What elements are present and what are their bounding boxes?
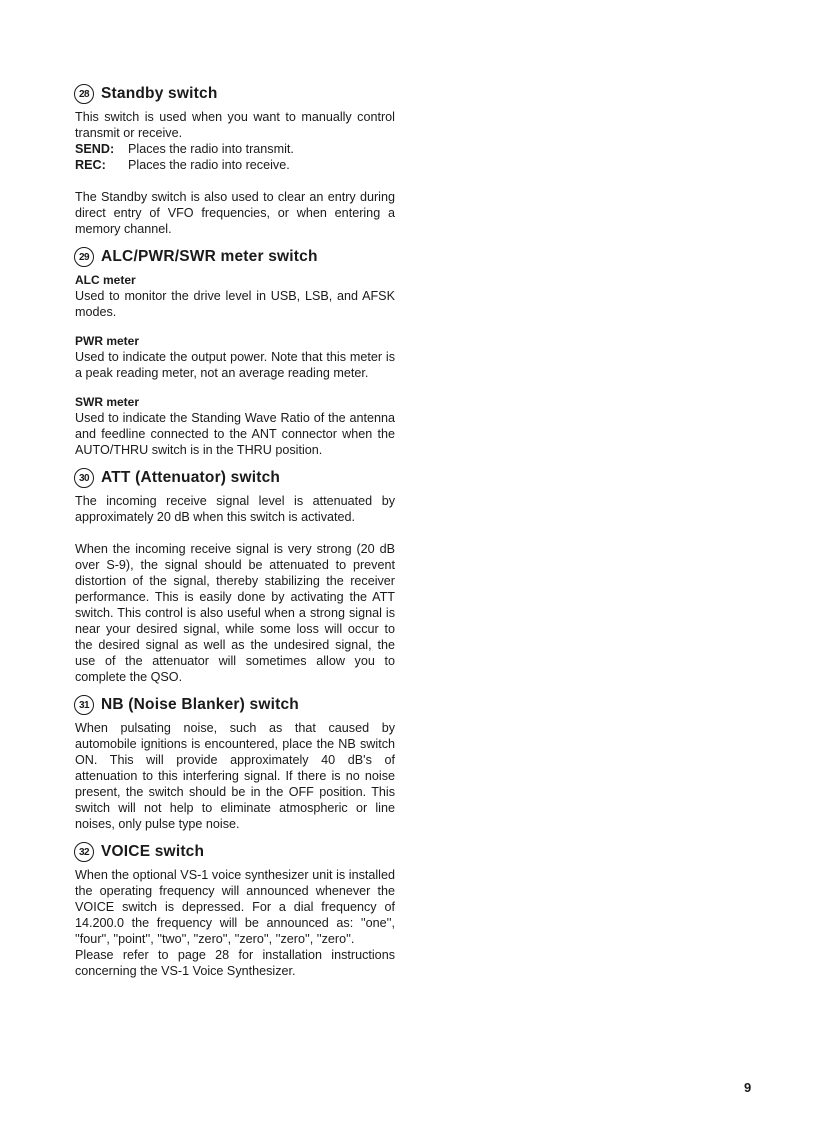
subsection-swr (75, 394, 395, 458)
paragraph: Used to indicate the Standing Wave Ratio of the antenna and feedline connected to the ANT connector when the AUTO/THRU switch is in the THRU position. (75, 411, 395, 457)
subsection-title: ALC meter (75, 273, 136, 287)
section-heading (74, 84, 395, 104)
paragraph: Please refer to page 28 for installation instructions concerning the VS-1 Voice Synthesizer. (75, 948, 395, 978)
paragraph: Used to monitor the drive level in USB, LSB, and AFSK modes. (75, 289, 395, 319)
section-number-badge: 28 (74, 84, 94, 104)
section-number-badge: 32 (74, 842, 94, 862)
subsection-title: SWR meter (75, 395, 140, 409)
section-heading (74, 247, 395, 267)
paragraph: When pulsating noise, such as that caused by automobile ignitions is encountered, place the NB switch ON. This will provide approximately 40 dB's of attenuation to this interfering signal. If there is no noise present, the switch should be in the OFF position. This switch will not help to eliminate atmospheric or line noises, only pulse type noise. (75, 721, 395, 831)
section-standby-switch (75, 84, 395, 237)
paragraph: The Standby switch is also used to clear an entry during direct entry of VFO frequencies, or when entering a memory channel. (75, 190, 395, 236)
definition-value: Places the radio into receive. (128, 158, 290, 172)
section-meter-switch (75, 247, 395, 458)
section-title: VOICE switch (101, 843, 205, 860)
definition-row (75, 141, 395, 157)
paragraph: This switch is used when you want to manually control transmit or receive. (75, 110, 395, 140)
section-number-badge: 30 (74, 468, 94, 488)
definition-key: SEND: (75, 142, 115, 156)
section-number-badge: 31 (74, 695, 94, 715)
subsection-title: PWR meter (75, 334, 140, 348)
paragraph: Used to indicate the output power. Note that this meter is a peak reading meter, not an average reading meter. (75, 350, 395, 380)
paragraph: The incoming receive signal level is attenuated by approximately 20 dB when this switch is activated. (75, 494, 395, 524)
definition-key: REC: (75, 158, 106, 172)
section-heading (74, 468, 395, 488)
section-voice-switch (75, 842, 395, 979)
main-column (75, 84, 395, 989)
page-number: 9 (744, 1080, 752, 1095)
paragraph: When the incoming receive signal is very strong (20 dB over S-9), the signal should be attenuated to prevent distortion of the signal, thereby stabilizing the receiver performance. This is easily done by activating the ATT switch. This control is also useful when a strong signal is near your desired signal, while some loss will occur to the desired signal as well as the undesired signal, the use of the attenuator will sometimes allow you to complete the QSO. (75, 542, 395, 684)
section-number-badge: 29 (74, 247, 94, 267)
section-title: NB (Noise Blanker) switch (101, 696, 299, 713)
section-att-switch (75, 468, 395, 685)
paragraph: When the optional VS-1 voice synthesizer unit is installed the operating frequency will announced whenever the VOICE switch is depressed. For a dial frequency of 14.200.0 the frequency will be announced as: ''one'', ''four'', ''point'', ''two'', ''zero'', ''zero'', ''zero'', ''zero''. (75, 868, 395, 946)
subsection-pwr (75, 333, 395, 381)
section-title: Standby switch (101, 85, 218, 102)
definition-value: Places the radio into transmit. (128, 142, 294, 156)
subsection-alc (75, 272, 395, 320)
definition-row (75, 157, 395, 173)
section-title: ATT (Attenuator) switch (101, 469, 281, 486)
section-nb-switch (75, 695, 395, 832)
section-title: ALC/PWR/SWR meter switch (101, 248, 318, 265)
section-heading (74, 842, 395, 862)
section-heading (74, 695, 395, 715)
